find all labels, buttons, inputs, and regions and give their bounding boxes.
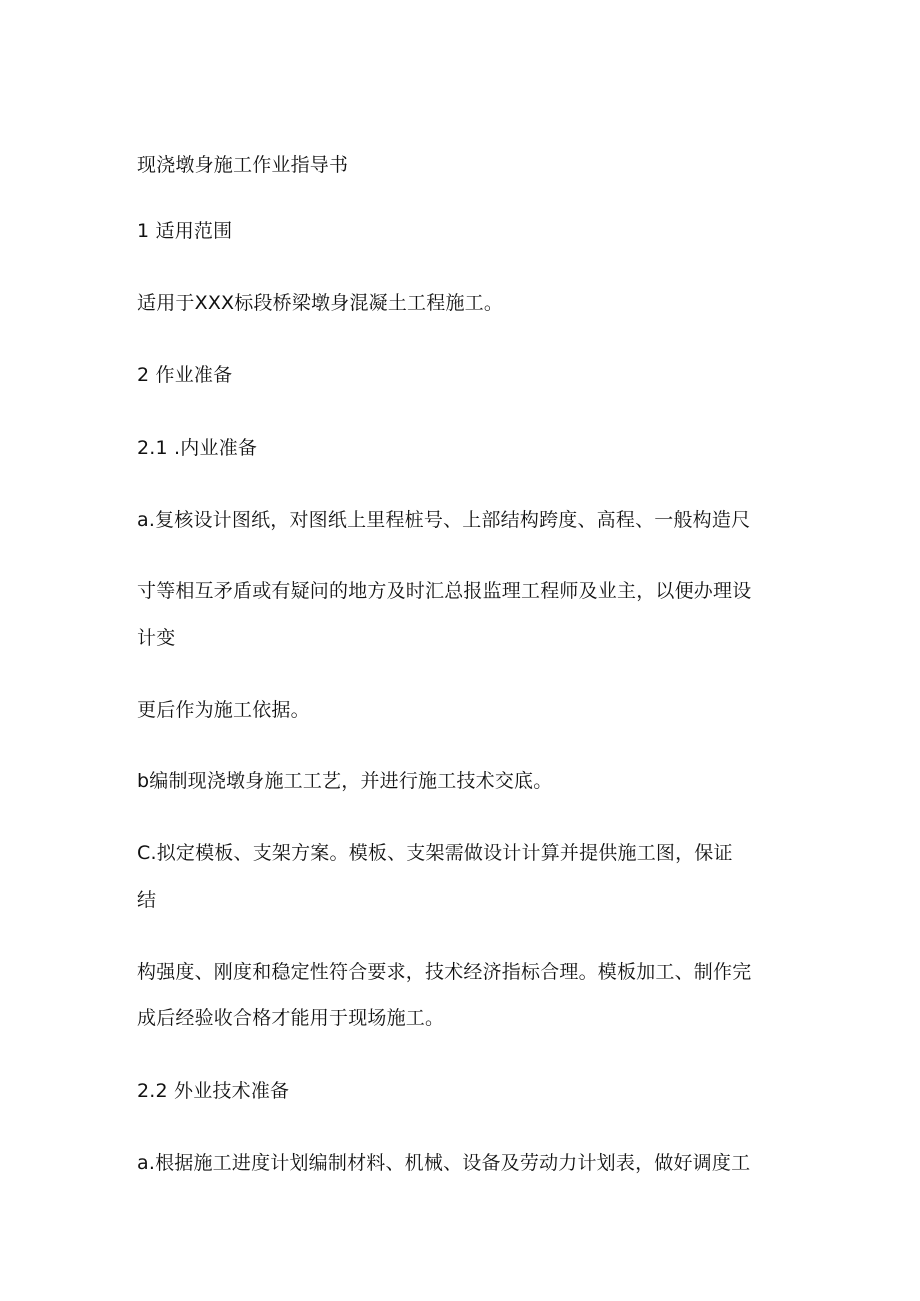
- item-c-line-2: 结: [137, 889, 157, 911]
- item-a-line-2: 寸等相互矛盾或有疑问的地方及时汇总报监理工程师及业主，以便办理设: [137, 580, 752, 602]
- item-a-line-1: a.复核设计图纸，对图纸上里程桩号、上部结构跨度、高程、一般构造尺: [137, 509, 751, 531]
- section-1-text: 适用于XXX标段桥梁墩身混凝土工程施工。: [137, 292, 504, 314]
- section-1-heading: 1 适用范围: [137, 220, 233, 242]
- section-2-2-heading: 2.2 外业技术准备: [137, 1080, 290, 1102]
- section-2-1-heading: 2.1 .内业准备: [137, 437, 258, 459]
- item-a-line-4: 更后作为施工依据。: [137, 699, 310, 721]
- section-2-heading: 2 作业准备: [137, 364, 233, 386]
- item-b-text: b编制现浇墩身施工工艺，并进行施工技术交底。: [137, 770, 553, 792]
- item-c-line-3: 构强度、刚度和稳定性符合要求，技术经济指标合理。模板加工、制作完: [137, 961, 752, 983]
- document-title: 现浇墩身施工作业指导书: [137, 154, 349, 176]
- item-c-line-1: C.拟定模板、支架方案。模板、支架需做设计计算并提供施工图，保证: [137, 842, 733, 864]
- item-a-line-3: 计变: [137, 627, 176, 649]
- item-2-2-a-line-1: a.根据施工进度计划编制材料、机械、设备及劳动力计划表，做好调度工: [137, 1152, 751, 1174]
- item-c-line-4: 成后经验收合格才能用于现场施工。: [137, 1007, 445, 1029]
